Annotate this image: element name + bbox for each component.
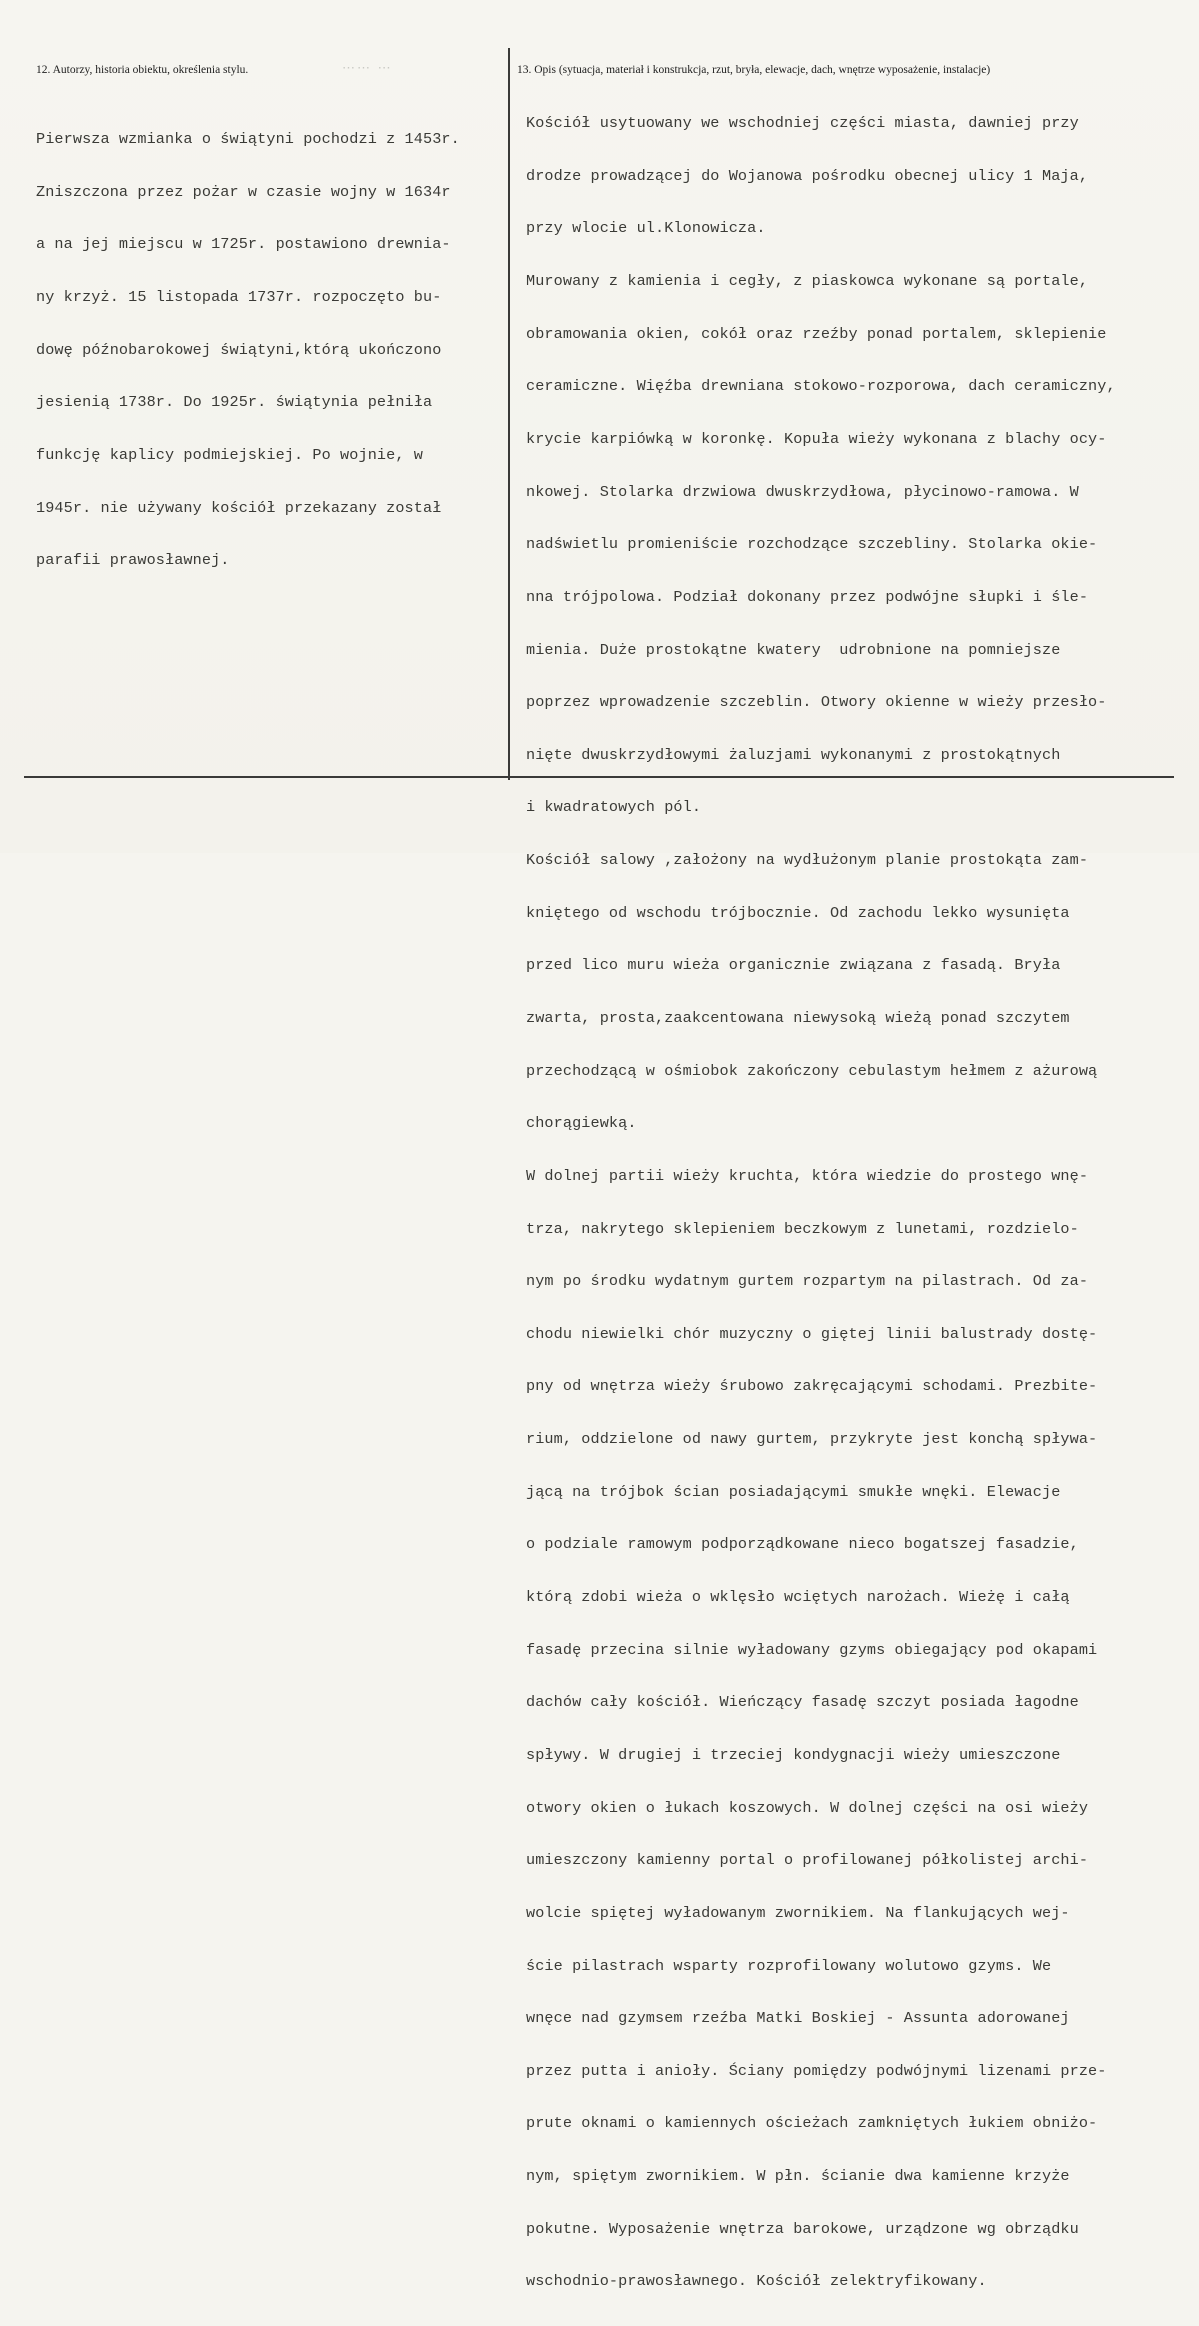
column-divider: [508, 48, 510, 780]
history-line: Pierwsza wzmianka o świątyni pochodzi z 1453r.: [36, 130, 460, 149]
description-line: kniętego od wschodu trójbocznie. Od zachodu lekko wysunięta: [526, 903, 1070, 922]
description-line: dachów cały kościół. Wieńczący fasadę szczyt posiada łagodne: [526, 1693, 1079, 1712]
description-line: prute oknami o kamiennych ościeżach zamkniętych łukiem obniżo-: [526, 2114, 1098, 2133]
history-line: Zniszczona przez pożar w czasie wojny w 1634r: [36, 182, 451, 201]
description-line: fasadę przecina silnie wyładowany gzyms obiegający pod okapami: [526, 1640, 1098, 1659]
description-line: Kościół salowy ,założony na wydłużonym planie prostokąta zam-: [526, 851, 1089, 870]
description-line: ceramiczne. Więźba drewniana stokowo-rozporowa, dach ceramiczny,: [526, 377, 1116, 396]
history-line: ny krzyż. 15 listopada 1737r. rozpoczęto bu-: [36, 288, 442, 307]
description-line: wolcie spiętej wyładowanym zwornikiem. Na flankujących wej-: [526, 1903, 1070, 1922]
description-line: poprzez wprowadzenie szczeblin. Otwory okienne w wieży przesło-: [526, 693, 1107, 712]
description-line: trza, nakrytego sklepieniem beczkowym z lunetami, rozdzielo-: [526, 1219, 1079, 1238]
history-line: a na jej miejscu w 1725r. postawiono drewnia-: [36, 235, 451, 254]
description-line: i kwadratowych pól.: [526, 798, 702, 817]
description-line: przez putta i anioły. Ściany pomiędzy podwójnymi lizenami prze-: [526, 2061, 1107, 2080]
description-line: chorągiewką.: [526, 1114, 637, 1133]
description-line: zwarta, prosta,zaakcentowana niewysoką wieżą ponad szczytem: [526, 1008, 1070, 1027]
description-line: wnęce nad gzymsem rzeźba Matki Boskiej - Assunta adorowanej: [526, 2009, 1070, 2028]
faded-stamp-mark: ⋯⋯ ⋯: [342, 60, 393, 75]
description-line: rium, oddzielone od nawy gurtem, przykryte jest konchą spływa-: [526, 1430, 1098, 1449]
history-line: 1945r. nie używany kościół przekazany został: [36, 498, 442, 517]
history-line: jesienią 1738r. Do 1925r. świątynia pełniła: [36, 393, 433, 412]
description-line: przechodzącą w ośmiobok zakończony cebulastym hełmem z ażurową: [526, 1061, 1098, 1080]
history-line: funkcję kaplicy podmiejskiej. Po wojnie, w: [36, 445, 423, 464]
description-text: [526, 80, 1116, 2326]
description-line: chodu niewielki chór muzyczny o giętej linii balustrady dostę-: [526, 1324, 1098, 1343]
description-line: Kościół usytuowany we wschodniej części miasta, dawniej przy: [526, 114, 1079, 133]
description-line: mienia. Duże prostokątne kwatery udrobnione na pomniejsze: [526, 640, 1061, 659]
description-line: pny od wnętrza wieży śrubowo zakręcającymi schodami. Prezbite-: [526, 1377, 1098, 1396]
description-line: umieszczony kamienny portal o profilowanej półkolistej archi-: [526, 1851, 1089, 1870]
description-line: Murowany z kamienia i cegły, z piaskowca wykonane są portale,: [526, 272, 1089, 291]
description-line: spływy. W drugiej i trzeciej kondygnacji wieży umieszczone: [526, 1745, 1061, 1764]
description-line: przed lico muru wieża organicznie związana z fasadą. Bryła: [526, 956, 1061, 975]
description-line: otwory okien o łukach koszowych. W dolnej części na osi wieży: [526, 1798, 1089, 1817]
description-line: nięte dwuskrzydłowymi żaluzjami wykonanymi z prostokątnych: [526, 745, 1061, 764]
description-line: jącą na trójbok ścian posiadającymi smukłe wnęki. Elewacje: [526, 1482, 1061, 1501]
description-line: W dolnej partii wieży kruchta, która wiedzie do prostego wnę-: [526, 1166, 1089, 1185]
description-line: przy wlocie ul.Klonowicza.: [526, 219, 766, 238]
description-line: którą zdobi wieża o wklęsło wciętych narożach. Wieżę i całą: [526, 1588, 1070, 1607]
description-line: nna trójpolowa. Podział dokonany przez podwójne słupki i śle-: [526, 587, 1089, 606]
description-line: nym po środku wydatnym gurtem rozpartym na pilastrach. Od za-: [526, 1272, 1089, 1291]
section-12-header: 12. Autorzy, historia obiektu, określenia stylu.: [36, 64, 249, 76]
description-line: o podziale ramowym podporządkowane nieco bogatszej fasadzie,: [526, 1535, 1079, 1554]
description-line: krycie karpiówką w koronkę. Kopuła wieży wykonana z blachy ocy-: [526, 429, 1107, 448]
history-text: [36, 96, 460, 605]
history-line: parafii prawosławnej.: [36, 551, 230, 570]
description-line: obramowania okien, cokół oraz rzeźby ponad portalem, sklepienie: [526, 324, 1107, 343]
description-line: nym, spiętym zwornikiem. W płn. ścianie dwa kamienne krzyże: [526, 2167, 1070, 2186]
history-line: dowę późnobarokowej świątyni,którą ukończono: [36, 340, 442, 359]
description-line: pokutne. Wyposażenie wnętrza barokowe, urządzone wg obrządku: [526, 2219, 1079, 2238]
description-line: nkowej. Stolarka drzwiowa dwuskrzydłowa, płycinowo-ramowa. W: [526, 482, 1079, 501]
description-line: wschodnio-prawosławnego. Kościół zelektryfikowany.: [526, 2272, 987, 2291]
description-line: nadświetlu promieniście rozchodzące szczebliny. Stolarka okie-: [526, 535, 1098, 554]
section-13-header: 13. Opis (sytuacja, materiał i konstrukcja, rzut, bryła, elewacje, dach, wnętrze wyposażenie, instalacje): [517, 64, 991, 76]
description-line: ście pilastrach wsparty rozprofilowany wolutowo gzyms. We: [526, 1956, 1052, 1975]
description-line: drodze prowadzącej do Wojanowa pośrodku obecnej ulicy 1 Maja,: [526, 166, 1089, 185]
